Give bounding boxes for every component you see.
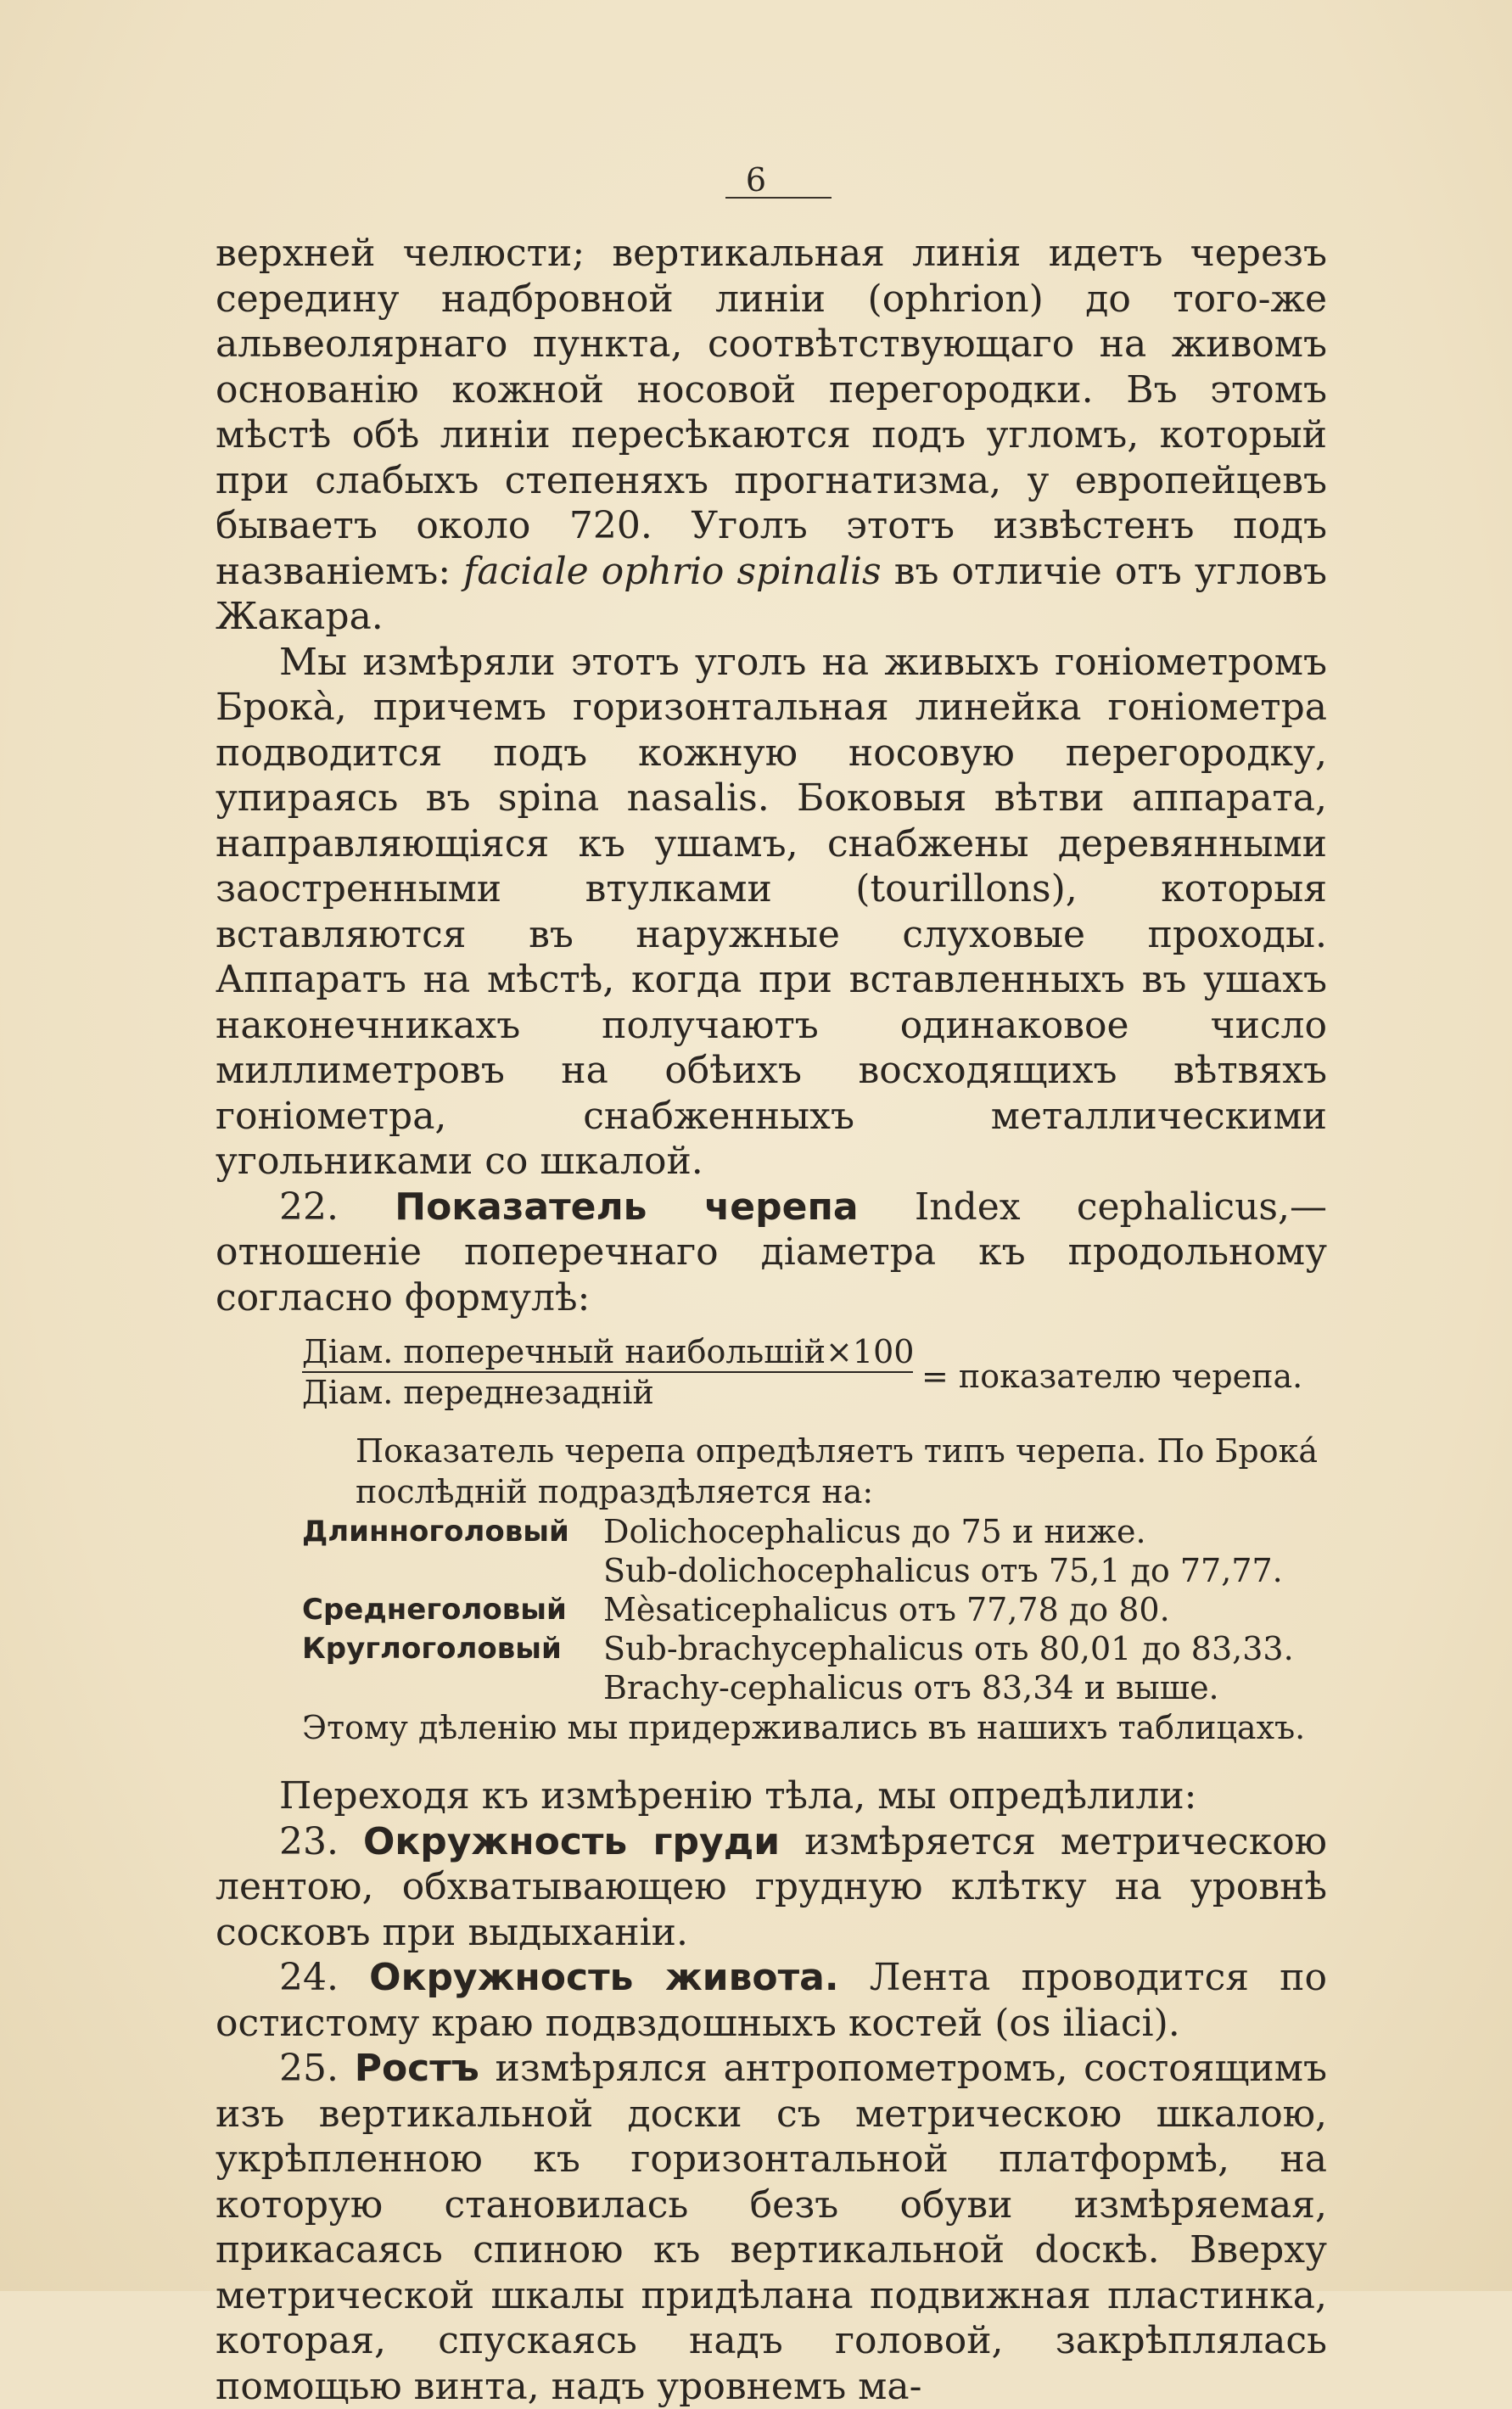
classification-table (302, 1512, 1327, 1707)
spacer (216, 1748, 1327, 1773)
paragraph-1-end: въ отличіе отъ угловъ Жакара. (216, 549, 1327, 638)
class-value: Sub-brachycephalicus оть 80,01 до 83,33. (603, 1630, 1294, 1667)
section-25 (216, 2046, 1327, 2409)
section-22-text: Index cephalicus,—отношеніе поперечнаго діаметра къ продольному согласно формулѣ: (216, 1185, 1327, 1319)
section-24 (216, 1955, 1327, 2046)
section-24-number: 24. (279, 1956, 339, 1999)
section-22 (216, 1185, 1327, 1321)
class-value: Dolichocephalicus до 75 и ниже. (603, 1513, 1146, 1550)
formula-numerator: Діам. поперечный наибольшій×100 (302, 1333, 915, 1370)
page-body (216, 231, 1327, 2409)
formula-result: = показателю черепа. (921, 1358, 1303, 1395)
class-value: Mèsaticephalicus отъ 77,78 до 80. (603, 1591, 1170, 1628)
section-24-text: Лента проводится по остистому краю подвздошныхъ костей (os iliaci). (216, 1956, 1327, 2045)
section-23-text: измѣряется метрическою лентою, обхватывающею грудную клѣтку на уровнѣ сосковъ при выдыханіи. (216, 1819, 1327, 1954)
body-measurements-intro: Переходя къ измѣренію тѣла, мы опредѣлили: (279, 1774, 1197, 1818)
classification-intro-text: Показатель черепа опредѣляетъ типъ черепа. По Брока́ послѣдній подраздѣляется на: (356, 1432, 1319, 1510)
paragraph-2: Мы измѣряли этотъ уголъ на живыхъ гоніометромъ Брока̀, причемъ горизонтальная линейка гоніометра подводится подъ кожную носовую перегородку, упираясь въ spina nasalis. Боковыя вѣтви аппарата, направляющіяся къ ушамъ, снабжены деревянными заостренными втулками (tourillons), которыя вставляются въ наружные слуховые проходы. Аппаратъ на мѣстѣ, когда при вставленныхъ въ ушахъ наконечникахъ получаютъ одинаковое число миллиметровъ на обѣихъ восходящихъ вѣтвяхъ гоніометра, снабженныхъ металлическими угольниками со шкалой. (216, 640, 1327, 1183)
section-23 (216, 1819, 1327, 1956)
section-24-title: Окружность живота. (369, 1956, 839, 1999)
cephalic-index-formula (216, 1332, 1327, 1426)
class-value: Sub-dolichocephalicus отъ 75,1 до 77,77. (603, 1552, 1283, 1589)
section-23-number: 23. (279, 1819, 339, 1863)
classification-note (216, 1707, 1327, 1748)
section-23-title: Окружность груди (362, 1819, 781, 1863)
section-25-title: Ростъ (354, 2047, 479, 2090)
class-label: Круглоголовый (302, 1632, 562, 1666)
class-label (302, 1668, 603, 1707)
header-rule (725, 197, 832, 199)
class-label: Длинноголовый (302, 1515, 569, 1549)
class-value: Brachy-cephalicus отъ 83,34 и выше. (603, 1669, 1219, 1706)
latin-term: faciale ophrio spinalis (463, 549, 882, 593)
section-25-text: измѣрялся антропометромъ, состоящимъ изъ вертикальной доски съ метрическою шкалою, укрѣпленною къ горизонтальной платформѣ, на которую становилась безъ обуви измѣряемая, прикасаясь спиною къ вертикальной doскѣ. Вверху метрической шкалы придѣлана подвижная пластинка, которая, спускаясь надъ головой, закрѣплялась помощью винта, надъ уровнемъ ма- (216, 2047, 1327, 2408)
section-25-number: 25. (279, 2047, 339, 2090)
section-22-title: Показатель черепа (395, 1185, 859, 1229)
formula-denominator: Діам. переднезадній (302, 1374, 654, 1411)
paragraph-1 (216, 231, 1327, 640)
section-22-number: 22. (279, 1185, 339, 1229)
page-number: 6 (745, 161, 767, 199)
classification-intro (216, 1431, 1327, 1512)
formula-fraction (302, 1332, 913, 1412)
paragraph-1-text: верхней челюсти; вертикальная линія идетъ черезъ середину надбровной линіи (ophrion) до того-же альвеолярнаго пункта, соотвѣтствующаго на живомъ основанію кожной носовой перегородки. Въ этомъ мѣстѣ обѣ линіи пересѣкаются подъ угломъ, который при слабыхъ степеняхъ прогнатизма, у европейцевъ бываетъ около 720. Уголъ этотъ извѣстенъ подъ названіемъ: (216, 232, 1327, 593)
class-label (302, 1551, 603, 1590)
class-label: Среднеголовый (302, 1593, 567, 1627)
classification-note-text: Этому дѣленію мы придерживались въ нашихъ таблицахъ. (302, 1709, 1306, 1746)
